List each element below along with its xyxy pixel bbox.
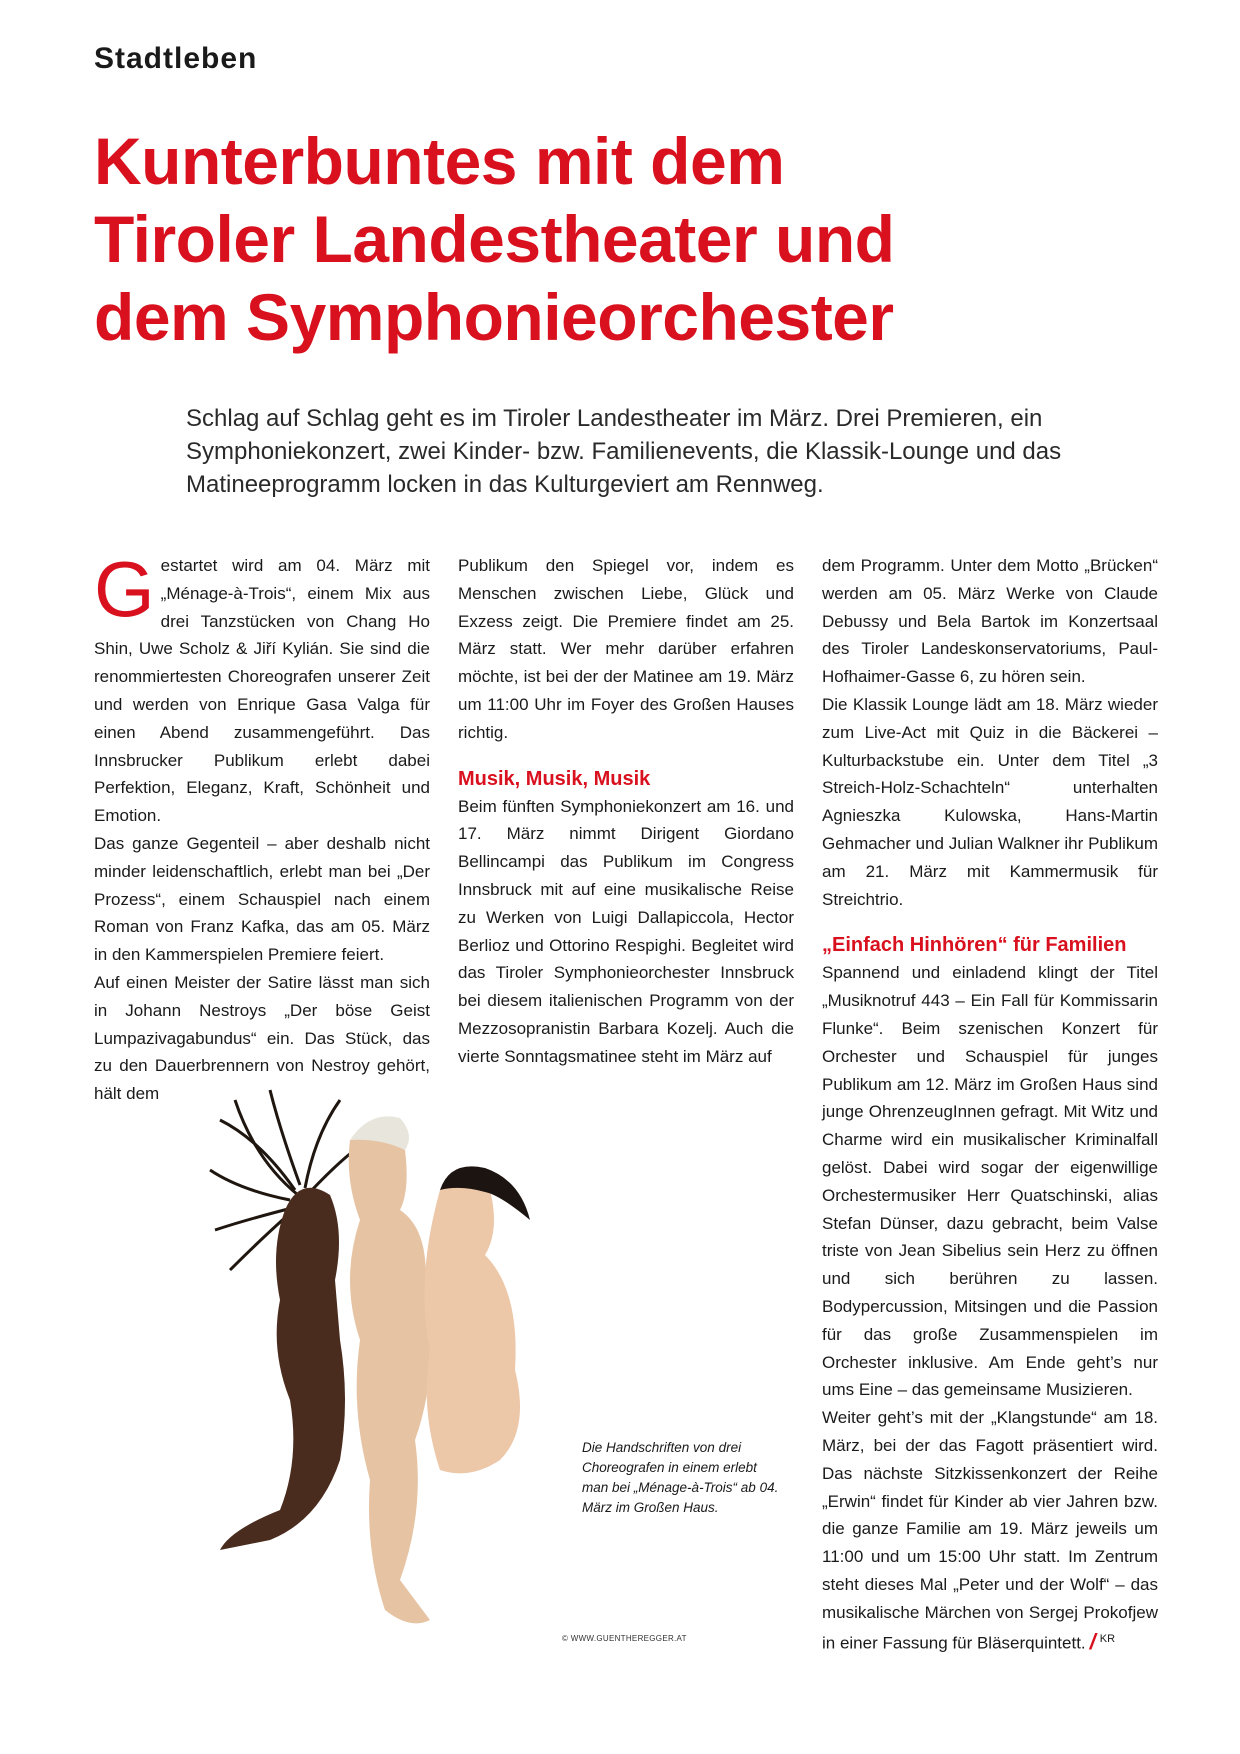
headline-line-1: Kunterbuntes mit dem (94, 124, 785, 198)
drop-cap: G (94, 545, 155, 633)
paragraph: Spannend und einladend klingt der Titel „Musiknotruf 443 – Ein Fall für Kommissarin Flunke“. Beim szenischen Konzert für Orchester und Schauspiel für junges Publikum am 12. März im Großen Haus sind junge OhrenzeugInnen gefragt. Mit Witz und Charme wird ein musikalischer Kriminalfall gelöst. Dabei wird sogar der eigenwillige Orchestermusiker Herr Quatschinski, alias Stefan Dünser, dazu gebracht, beim Valse triste von Jean Sibelius sein Herz zu öffnen und sich berühren zu lassen. Bodypercussion, Mitsingen und die Passion für das große Zusammenspielen im Orchester inklusive. Am Ende geht’s nur ums Eine – das gemeinsame Musizieren. (822, 963, 1158, 1400)
dancer-left (220, 1188, 345, 1550)
photo-credit: © WWW.GUENTHEREGGER.AT (562, 1634, 687, 1643)
subheading-familien: „Einfach Hinhören“ für Familien (822, 934, 1127, 957)
section-label: Stadtleben (94, 42, 258, 75)
dancer-right (424, 1180, 520, 1473)
column-2 (458, 552, 794, 1071)
headline-line-3: dem Symphonieorchester (94, 280, 894, 354)
dancer-center (349, 1132, 431, 1623)
headline-line-2: Tiroler Landestheater und (94, 202, 895, 276)
dancers-photo (200, 1080, 620, 1640)
headline (94, 122, 1154, 356)
paragraph: dem Programm. Unter dem Motto „Brücken“ werden am 05. März Werke von Claude Debussy und Bela Bartok im Konzertsaal des Tiroler Landeskonservatoriums, Paul-Hofhaimer-Gasse 6, zu hören sein. (822, 556, 1158, 687)
author-initials: KR (1099, 1633, 1116, 1646)
lead-paragraph: Schlag auf Schlag geht es im Tiroler Landestheater im März. Drei Premieren, ein Symphoniekonzert, zwei Kinder- bzw. Familienevents, die Klassik-Lounge und das Matineeprogramm locken in das Kulturgeviert am Rennweg. (186, 405, 1062, 498)
paragraph (94, 545, 430, 830)
paragraph: Beim fünften Symphoniekonzert am 16. und 17. März nimmt Dirigent Giordano Bellincampi das Publikum im Congress Innsbruck mit auf eine musikalische Reise zu Werken von Luigi Dallapiccola, Hector Berlioz und Ottorino Respighi. Begleitet wird das Tiroler Symphonieorchester Innsbruck bei diesem italienischen Programm von der Mezzosopranistin Barbara Kozelj. Auch die vierte Sonntagsmatinee steht im März auf (458, 796, 794, 1066)
paragraph-text: Weiter geht’s mit der „Klangstunde“ am 18. März, bei der das Fagott präsentiert wird. Das nächste Sitzkissenkonzert der Reihe „Erwin“ findet für Kinder ab vier Jahren bzw. die ganze Familie am 19. März jeweils um 11:00 und um 15:00 Uhr statt. Im Zentrum steht dieses Mal „Peter und der Wolf“ – das musikalische Märchen von Sergej Prokofjew in einer Fassung für Bläserquintett. (822, 1408, 1158, 1654)
end-mark-icon: / (1089, 1629, 1096, 1655)
subheading-musik: Musik, Musik, Musik (458, 767, 651, 790)
column-3 (822, 552, 1158, 1658)
paragraph: Publikum den Spiegel vor, indem es Menschen zwischen Liebe, Glück und Exzess zeigt. Die Premiere findet am 25. März statt. Wer mehr darüber erfahren möchte, ist bei der der Matinee am 19. März um 11:00 Uhr im Foyer des Großen Hauses richtig. (458, 556, 794, 742)
column-1 (94, 545, 430, 1108)
photo-caption: Die Handschriften von drei Choreografen in einem erlebt man bei „Ménage-à-Trois“ ab 04. März im Großen Haus. (582, 1440, 779, 1515)
paragraph: Das ganze Gegenteil – aber deshalb nicht minder leidenschaftlich, erlebt man bei „Der Prozess“, einem Schauspiel nach einem Roman von Franz Kafka, das am 05. März in den Kammerspielen Premiere feiert. (94, 833, 430, 965)
paragraph-text: estartet wird am 04. März mit „Ménage-à-Trois“, einem Mix aus drei Tanzstücken von Chang Ho Shin, Uwe Scholz & Jiří Kylián. Sie sind die renommiertesten Choreografen unserer Zeit und werden von Enrique Gasa Valga für einen Abend zusammengeführt. Das Innsbrucker Publikum erlebt dabei Perfektion, Eleganz, Kraft, Schönheit und Emotion. (94, 556, 430, 826)
paragraph-final (822, 1404, 1158, 1658)
paragraph: Die Klassik Lounge lädt am 18. März wieder zum Live-Act mit Quiz in die Bäckerei – Kulturbackstube ein. Unter dem Titel „3 Streich-Holz-Schachteln“ unterhalten Agnieszka Kulowska, Hans-Martin Gehmacher und Julian Walkner ihr Publikum am 21. März mit Kammermusik für Streichtrio. (822, 694, 1158, 909)
paragraph: Auf einen Meister der Satire lässt man sich in Johann Nestroys „Der böse Geist Lumpazivagabundus“ ein. Das Stück, das zu den Dauerbrennern von Nestroy gehört, hält dem (94, 972, 430, 1104)
